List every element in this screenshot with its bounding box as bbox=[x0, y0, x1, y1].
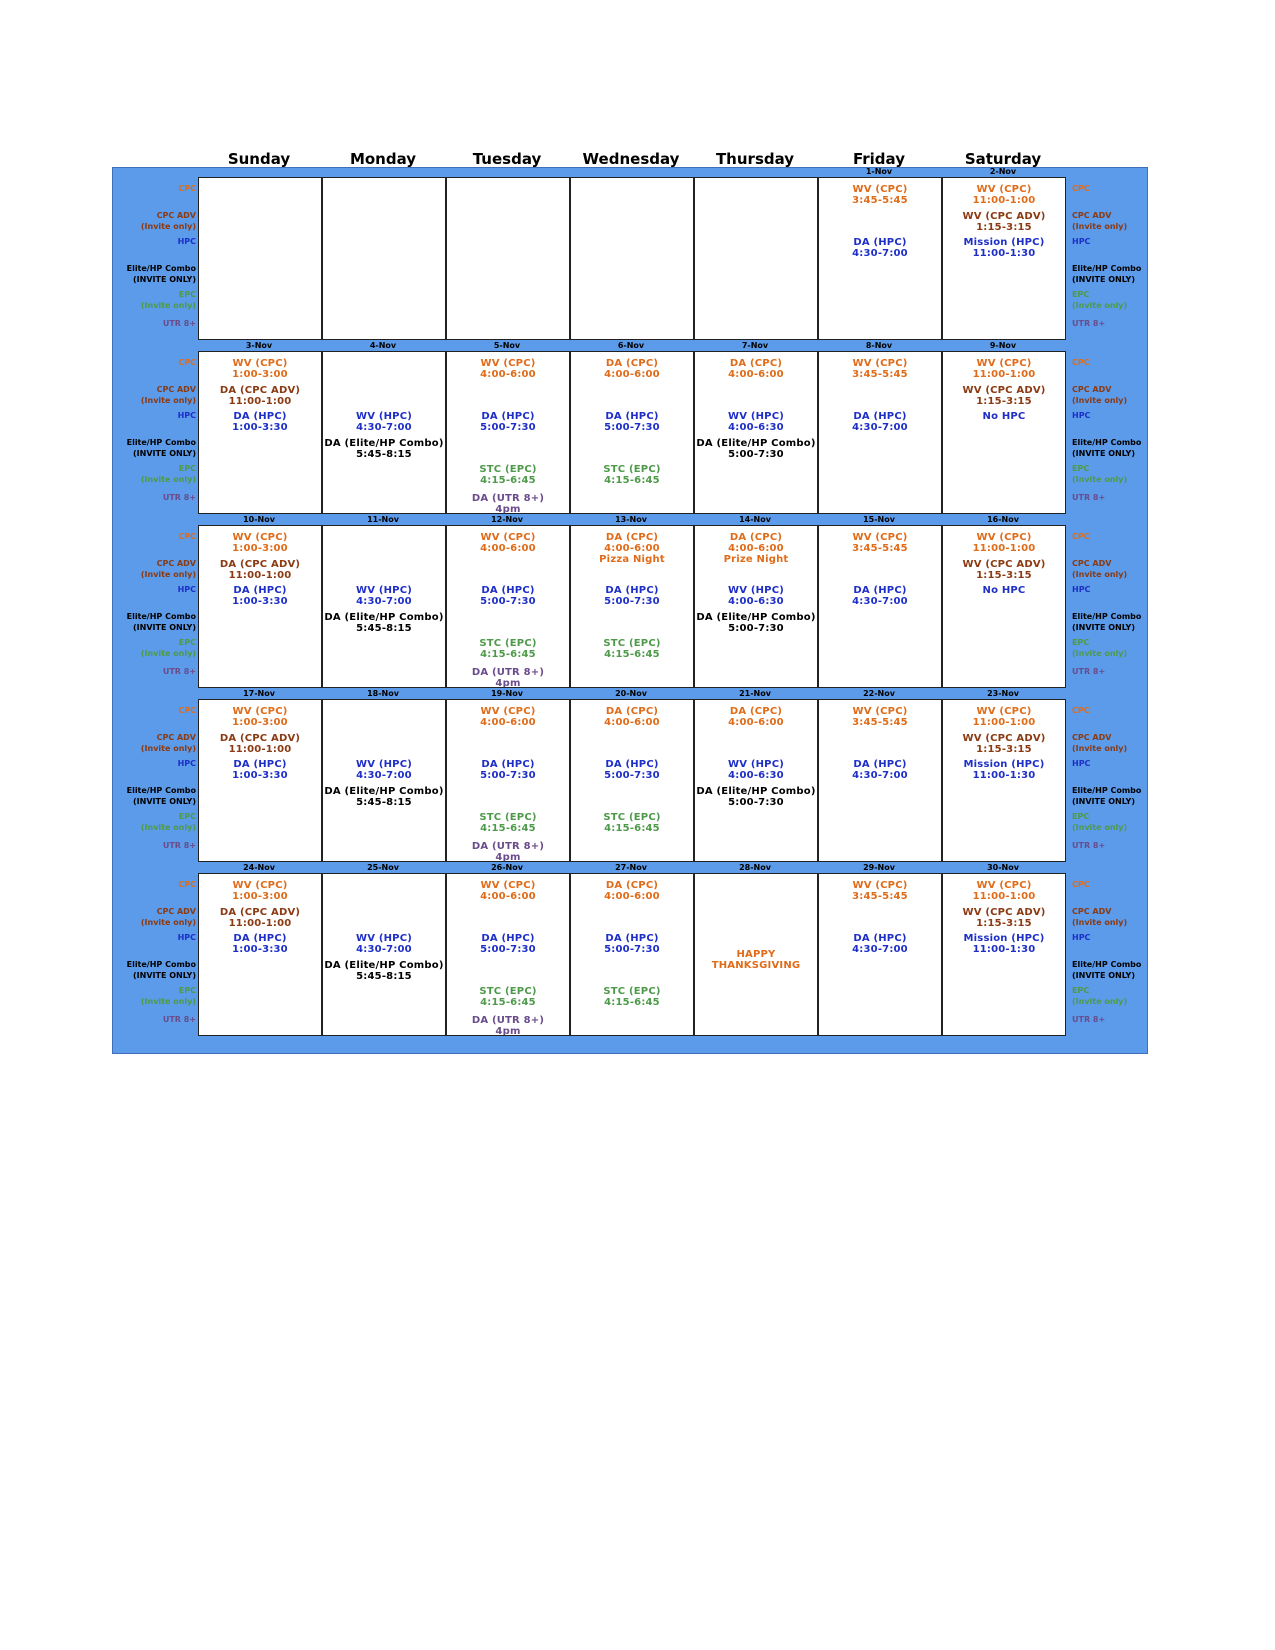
day-header-saturday: Saturday bbox=[964, 150, 1042, 168]
day-cell[interactable] bbox=[446, 351, 570, 514]
row-label-left: HPC bbox=[177, 411, 196, 420]
row-label-left: UTR 8+ bbox=[162, 1015, 196, 1024]
row-label-left: HPC bbox=[177, 933, 196, 942]
schedule-event: DA (HPC) 5:00-7:30 bbox=[480, 759, 536, 781]
schedule-event: DA (CPC ADV) 11:00-1:00 bbox=[219, 385, 301, 407]
date-label: 15-Nov bbox=[863, 515, 895, 524]
schedule-event: No HPC bbox=[982, 585, 1026, 596]
schedule-event: WV (CPC) 3:45-5:45 bbox=[852, 880, 908, 902]
row-label-right: EPC (Invite only) bbox=[1072, 464, 1128, 484]
schedule-event: DA (CPC ADV) 11:00-1:00 bbox=[219, 559, 301, 581]
date-label: 13-Nov bbox=[615, 515, 647, 524]
date-label: 17-Nov bbox=[243, 689, 275, 698]
day-cell[interactable] bbox=[818, 699, 942, 862]
day-cell[interactable] bbox=[694, 351, 818, 514]
date-label bbox=[198, 167, 320, 177]
schedule-event: DA (UTR 8+) 4pm bbox=[471, 493, 545, 514]
row-label-left: EPC (Invite only) bbox=[140, 986, 196, 1006]
schedule-event: DA (HPC) 5:00-7:30 bbox=[604, 759, 660, 781]
date-label bbox=[570, 167, 692, 177]
date-label: 2-Nov bbox=[989, 167, 1017, 176]
day-cell[interactable] bbox=[198, 873, 322, 1036]
date-label: 14-Nov bbox=[739, 515, 771, 524]
day-cell[interactable] bbox=[942, 699, 1066, 862]
row-label-right: Elite/HP Combo (INVITE ONLY) bbox=[1072, 612, 1142, 632]
schedule-event: DA (HPC) 5:00-7:30 bbox=[604, 585, 660, 607]
date-label: 25-Nov bbox=[367, 863, 399, 872]
day-cell[interactable] bbox=[942, 873, 1066, 1036]
day-cell[interactable] bbox=[446, 873, 570, 1036]
schedule-event: DA (HPC) 1:00-3:30 bbox=[232, 585, 288, 607]
date-label: 8-Nov bbox=[865, 341, 893, 350]
day-cell[interactable] bbox=[322, 351, 446, 514]
date-label: 20-Nov bbox=[615, 689, 647, 698]
date-label bbox=[694, 167, 816, 177]
date-label: 5-Nov bbox=[493, 341, 521, 350]
day-cell[interactable] bbox=[694, 177, 818, 340]
day-header-friday: Friday bbox=[852, 150, 905, 168]
row-label-left: EPC (Invite only) bbox=[140, 638, 196, 658]
day-cell[interactable] bbox=[322, 873, 446, 1036]
row-label-right: UTR 8+ bbox=[1072, 493, 1106, 502]
schedule-event: DA (HPC) 4:30-7:00 bbox=[852, 759, 908, 781]
row-label-right: UTR 8+ bbox=[1072, 667, 1106, 676]
schedule-event: DA (HPC) 4:30-7:00 bbox=[852, 411, 908, 433]
day-cell[interactable] bbox=[694, 699, 818, 862]
schedule-event: DA (CPC) 4:00-6:00 bbox=[728, 358, 784, 380]
row-label-left: UTR 8+ bbox=[162, 319, 196, 328]
row-label-left: CPC ADV (Invite only) bbox=[140, 907, 196, 927]
schedule-event: DA (CPC ADV) 11:00-1:00 bbox=[219, 733, 301, 755]
row-label-left: EPC (Invite only) bbox=[140, 290, 196, 310]
schedule-event: WV (CPC) 3:45-5:45 bbox=[852, 706, 908, 728]
row-label-right: UTR 8+ bbox=[1072, 1015, 1106, 1024]
row-label-right: CPC bbox=[1072, 880, 1090, 889]
schedule-event: DA (UTR 8+) 4pm bbox=[471, 1015, 545, 1036]
date-label: 19-Nov bbox=[491, 689, 523, 698]
schedule-event: DA (Elite/HP Combo) 5:00-7:30 bbox=[696, 438, 816, 460]
day-cell[interactable] bbox=[446, 525, 570, 688]
row-label-right: CPC ADV (Invite only) bbox=[1072, 907, 1128, 927]
schedule-event: WV (CPC) 4:00-6:00 bbox=[480, 358, 536, 380]
date-label bbox=[322, 167, 444, 177]
day-header-wednesday: Wednesday bbox=[582, 150, 680, 168]
day-cell[interactable] bbox=[694, 873, 818, 1036]
schedule-event: DA (HPC) 1:00-3:30 bbox=[232, 759, 288, 781]
day-cell[interactable] bbox=[198, 351, 322, 514]
date-label: 4-Nov bbox=[369, 341, 397, 350]
day-cell[interactable] bbox=[942, 525, 1066, 688]
row-label-left: CPC bbox=[178, 184, 196, 193]
date-label: 30-Nov bbox=[987, 863, 1019, 872]
row-label-right: Elite/HP Combo (INVITE ONLY) bbox=[1072, 264, 1142, 284]
row-label-right: Elite/HP Combo (INVITE ONLY) bbox=[1072, 960, 1142, 980]
day-cell[interactable] bbox=[322, 525, 446, 688]
schedule-event: WV (CPC) 1:00-3:00 bbox=[232, 358, 288, 380]
schedule-event: STC (EPC) 4:15-6:45 bbox=[603, 464, 661, 486]
schedule-event: DA (UTR 8+) 4pm bbox=[471, 667, 545, 688]
row-label-left: HPC bbox=[177, 237, 196, 246]
date-label: 9-Nov bbox=[989, 341, 1017, 350]
row-label-right: CPC bbox=[1072, 358, 1090, 367]
day-header-tuesday: Tuesday bbox=[472, 150, 542, 168]
schedule-event: WV (CPC) 11:00-1:00 bbox=[972, 184, 1036, 206]
row-label-right: EPC (Invite only) bbox=[1072, 812, 1128, 832]
schedule-event: DA (Elite/HP Combo) 5:45-8:15 bbox=[324, 960, 444, 982]
date-label: 28-Nov bbox=[739, 863, 771, 872]
schedule-event: DA (CPC) 4:00-6:00 bbox=[604, 706, 660, 728]
schedule-event: DA (HPC) 5:00-7:30 bbox=[480, 585, 536, 607]
schedule-event: WV (CPC) 11:00-1:00 bbox=[972, 358, 1036, 380]
schedule-event: DA (CPC ADV) 11:00-1:00 bbox=[219, 907, 301, 929]
row-label-right: UTR 8+ bbox=[1072, 841, 1106, 850]
schedule-event: DA (CPC) 4:00-6:00 Pizza Night bbox=[599, 532, 665, 565]
schedule-event: STC (EPC) 4:15-6:45 bbox=[603, 812, 661, 834]
row-label-left: HPC bbox=[177, 585, 196, 594]
row-label-right: EPC (Invite only) bbox=[1072, 986, 1128, 1006]
day-header-sunday: Sunday bbox=[227, 150, 291, 168]
schedule-event: DA (HPC) 1:00-3:30 bbox=[232, 411, 288, 433]
day-cell[interactable] bbox=[570, 351, 694, 514]
schedule-event: HAPPY THANKSGIVING bbox=[711, 948, 801, 971]
schedule-event: WV (HPC) 4:00-6:30 bbox=[727, 411, 785, 433]
schedule-event: DA (Elite/HP Combo) 5:00-7:30 bbox=[696, 612, 816, 634]
day-cell[interactable] bbox=[818, 525, 942, 688]
schedule-event: DA (CPC) 4:00-6:00 Prize Night bbox=[723, 532, 789, 565]
day-cell[interactable] bbox=[322, 177, 446, 340]
row-label-right: UTR 8+ bbox=[1072, 319, 1106, 328]
date-label: 12-Nov bbox=[491, 515, 523, 524]
row-label-left: Elite/HP Combo (INVITE ONLY) bbox=[126, 264, 196, 284]
day-cell[interactable] bbox=[942, 177, 1066, 340]
schedule-event: WV (HPC) 4:00-6:30 bbox=[727, 585, 785, 607]
day-cell[interactable] bbox=[198, 177, 322, 340]
day-cell[interactable] bbox=[694, 525, 818, 688]
row-label-right: HPC bbox=[1072, 933, 1091, 942]
schedule-event: DA (CPC) 4:00-6:00 bbox=[604, 358, 660, 380]
day-header-thursday: Thursday bbox=[715, 150, 795, 168]
row-label-left: CPC bbox=[178, 880, 196, 889]
schedule-event: DA (HPC) 5:00-7:30 bbox=[480, 411, 536, 433]
row-label-right: CPC ADV (Invite only) bbox=[1072, 385, 1128, 405]
row-label-right: HPC bbox=[1072, 585, 1091, 594]
date-label: 11-Nov bbox=[367, 515, 399, 524]
date-label: 29-Nov bbox=[863, 863, 895, 872]
row-label-left: UTR 8+ bbox=[162, 841, 196, 850]
row-label-left: UTR 8+ bbox=[162, 667, 196, 676]
schedule-event: WV (CPC) 3:45-5:45 bbox=[852, 532, 908, 554]
row-label-left: CPC ADV (Invite only) bbox=[140, 733, 196, 753]
schedule-event: DA (HPC) 4:30-7:00 bbox=[852, 237, 908, 259]
day-cell[interactable] bbox=[942, 351, 1066, 514]
row-label-right: HPC bbox=[1072, 759, 1091, 768]
schedule-event: WV (CPC) 4:00-6:00 bbox=[480, 880, 536, 902]
day-cell[interactable] bbox=[446, 699, 570, 862]
date-label: 22-Nov bbox=[863, 689, 895, 698]
schedule-event: DA (Elite/HP Combo) 5:00-7:30 bbox=[696, 786, 816, 808]
schedule-event: WV (CPC) 4:00-6:00 bbox=[480, 706, 536, 728]
schedule-event: WV (CPC) 4:00-6:00 bbox=[480, 532, 536, 554]
row-label-right: EPC (Invite only) bbox=[1072, 638, 1128, 658]
row-label-left: Elite/HP Combo (INVITE ONLY) bbox=[126, 438, 196, 458]
schedule-event: DA (HPC) 1:00-3:30 bbox=[232, 933, 288, 955]
schedule-event: WV (CPC) 11:00-1:00 bbox=[972, 880, 1036, 902]
schedule-event: STC (EPC) 4:15-6:45 bbox=[603, 638, 661, 660]
row-label-left: Elite/HP Combo (INVITE ONLY) bbox=[126, 960, 196, 980]
schedule-event: WV (CPC) 3:45-5:45 bbox=[852, 184, 908, 206]
schedule-event: STC (EPC) 4:15-6:45 bbox=[479, 638, 537, 660]
schedule-event: WV (CPC) 11:00-1:00 bbox=[972, 532, 1036, 554]
row-label-left: EPC (Invite only) bbox=[140, 812, 196, 832]
row-label-left: CPC ADV (Invite only) bbox=[140, 559, 196, 579]
row-label-left: CPC ADV (Invite only) bbox=[140, 385, 196, 405]
schedule-event: DA (CPC) 4:00-6:00 bbox=[604, 880, 660, 902]
row-label-right: EPC (Invite only) bbox=[1072, 290, 1128, 310]
date-label: 26-Nov bbox=[491, 863, 523, 872]
row-label-left: UTR 8+ bbox=[162, 493, 196, 502]
schedule-event: WV (CPC ADV) 1:15-3:15 bbox=[962, 385, 1046, 407]
row-label-right: CPC bbox=[1072, 532, 1090, 541]
schedule-event: WV (HPC) 4:30-7:00 bbox=[355, 411, 413, 433]
date-label: 6-Nov bbox=[617, 341, 645, 350]
schedule-event: STC (EPC) 4:15-6:45 bbox=[479, 812, 537, 834]
schedule-event: WV (CPC) 3:45-5:45 bbox=[852, 358, 908, 380]
row-label-right: CPC ADV (Invite only) bbox=[1072, 733, 1128, 753]
day-cell[interactable] bbox=[198, 525, 322, 688]
date-label: 23-Nov bbox=[987, 689, 1019, 698]
schedule-event: WV (HPC) 4:30-7:00 bbox=[355, 585, 413, 607]
schedule-event: WV (CPC) 1:00-3:00 bbox=[232, 880, 288, 902]
schedule-event: No HPC bbox=[982, 411, 1026, 422]
schedule-event: DA (Elite/HP Combo) 5:45-8:15 bbox=[324, 438, 444, 460]
schedule-event: STC (EPC) 4:15-6:45 bbox=[479, 986, 537, 1008]
schedule-event: WV (CPC ADV) 1:15-3:15 bbox=[962, 907, 1046, 929]
day-cell[interactable] bbox=[818, 351, 942, 514]
row-label-right: CPC ADV (Invite only) bbox=[1072, 211, 1128, 231]
schedule-event: DA (HPC) 5:00-7:30 bbox=[604, 933, 660, 955]
schedule-event: DA (CPC) 4:00-6:00 bbox=[728, 706, 784, 728]
day-cell[interactable] bbox=[570, 177, 694, 340]
schedule-event: STC (EPC) 4:15-6:45 bbox=[479, 464, 537, 486]
date-label: 10-Nov bbox=[243, 515, 275, 524]
row-label-left: CPC ADV (Invite only) bbox=[140, 211, 196, 231]
row-label-right: CPC bbox=[1072, 706, 1090, 715]
schedule-event: DA (HPC) 5:00-7:30 bbox=[480, 933, 536, 955]
schedule-event: WV (CPC) 1:00-3:00 bbox=[232, 706, 288, 728]
schedule-event: DA (Elite/HP Combo) 5:45-8:15 bbox=[324, 612, 444, 634]
row-label-right: HPC bbox=[1072, 411, 1091, 420]
row-label-left: EPC (Invite only) bbox=[140, 464, 196, 484]
day-cell[interactable] bbox=[198, 699, 322, 862]
row-label-left: Elite/HP Combo (INVITE ONLY) bbox=[126, 786, 196, 806]
date-label: 3-Nov bbox=[245, 341, 273, 350]
schedule-event: Mission (HPC) 11:00-1:30 bbox=[963, 933, 1045, 955]
date-label: 1-Nov bbox=[865, 167, 893, 176]
day-header-monday: Monday bbox=[349, 150, 417, 168]
schedule-event: WV (CPC) 11:00-1:00 bbox=[972, 706, 1036, 728]
schedule-event: DA (HPC) 4:30-7:00 bbox=[852, 933, 908, 955]
row-label-right: CPC bbox=[1072, 184, 1090, 193]
schedule-event: STC (EPC) 4:15-6:45 bbox=[603, 986, 661, 1008]
row-label-left: CPC bbox=[178, 532, 196, 541]
date-label: 7-Nov bbox=[741, 341, 769, 350]
date-label bbox=[446, 167, 568, 177]
day-cell[interactable] bbox=[322, 699, 446, 862]
day-cell[interactable] bbox=[818, 177, 942, 340]
schedule-event: Mission (HPC) 11:00-1:30 bbox=[963, 237, 1045, 259]
schedule-event: WV (CPC ADV) 1:15-3:15 bbox=[962, 733, 1046, 755]
row-label-left: HPC bbox=[177, 759, 196, 768]
row-label-right: HPC bbox=[1072, 237, 1091, 246]
schedule-event: WV (CPC ADV) 1:15-3:15 bbox=[962, 559, 1046, 581]
day-cell[interactable] bbox=[570, 699, 694, 862]
date-label: 18-Nov bbox=[367, 689, 399, 698]
date-label: 21-Nov bbox=[739, 689, 771, 698]
row-label-left: Elite/HP Combo (INVITE ONLY) bbox=[126, 612, 196, 632]
schedule-event: WV (CPC ADV) 1:15-3:15 bbox=[962, 211, 1046, 233]
schedule-event: DA (UTR 8+) 4pm bbox=[471, 841, 545, 862]
date-label: 27-Nov bbox=[615, 863, 647, 872]
row-label-right: Elite/HP Combo (INVITE ONLY) bbox=[1072, 786, 1142, 806]
schedule-event: DA (Elite/HP Combo) 5:45-8:15 bbox=[324, 786, 444, 808]
day-cell[interactable] bbox=[570, 873, 694, 1036]
row-label-left: CPC bbox=[178, 358, 196, 367]
row-label-right: Elite/HP Combo (INVITE ONLY) bbox=[1072, 438, 1142, 458]
day-cell[interactable] bbox=[446, 177, 570, 340]
day-cell[interactable] bbox=[818, 873, 942, 1036]
schedule-event: WV (CPC) 1:00-3:00 bbox=[232, 532, 288, 554]
schedule-event: DA (HPC) 5:00-7:30 bbox=[604, 411, 660, 433]
date-label: 24-Nov bbox=[243, 863, 275, 872]
schedule-event: WV (HPC) 4:00-6:30 bbox=[727, 759, 785, 781]
schedule-event: WV (HPC) 4:30-7:00 bbox=[355, 759, 413, 781]
row-label-right: CPC ADV (Invite only) bbox=[1072, 559, 1128, 579]
schedule-event: Mission (HPC) 11:00-1:30 bbox=[963, 759, 1045, 781]
date-label: 16-Nov bbox=[987, 515, 1019, 524]
day-cell[interactable] bbox=[570, 525, 694, 688]
row-label-left: CPC bbox=[178, 706, 196, 715]
schedule-event: WV (HPC) 4:30-7:00 bbox=[355, 933, 413, 955]
schedule-event: DA (HPC) 4:30-7:00 bbox=[852, 585, 908, 607]
